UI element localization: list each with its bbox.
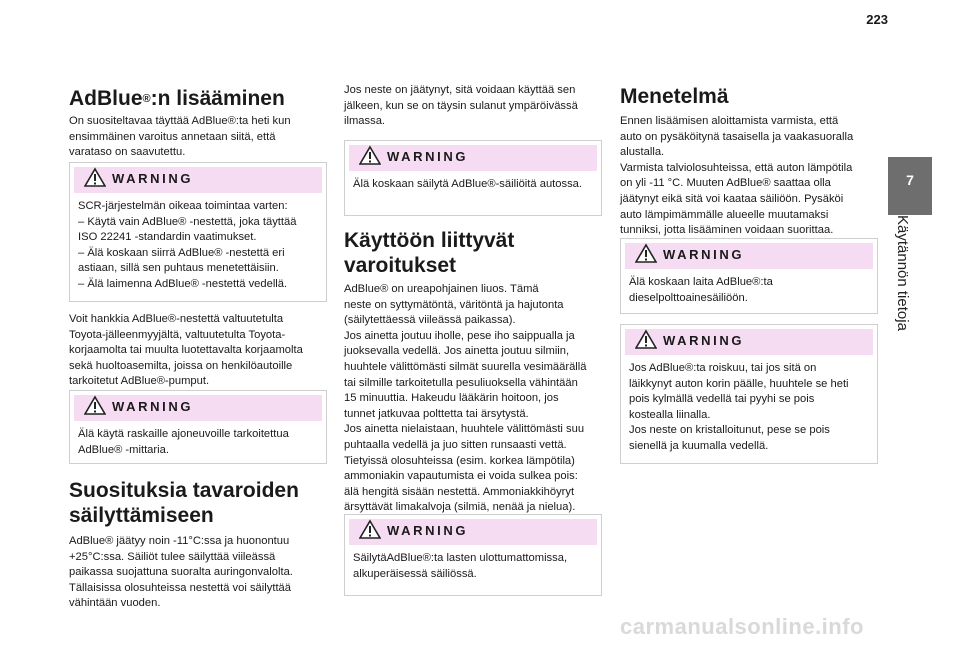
warning-triangle-icon [359,145,381,165]
warning-label: WARNING [387,523,469,538]
thaw-paragraph: Jos neste on jäätynyt, sitä voidaan käyttää sen jälkeen, kun se on täysin sulanut ympäröivässä ilmassa. [344,84,578,128]
chapter-number: 7 [906,172,914,188]
usage-paragraph: AdBlue® on ureapohjainen liuos. Tämä neste on syttymätöntä, väritöntä ja hajutonta (säilytettäessä viileässä paikassa). Jos ainetta joutuu iholle, pese iho saippualla ja juoksevalla vedellä. Jos ainetta joutuu silmiin, huuhtele välittömästi silmät suurella vesimäärällä tai silmille tarkoitetulla pesuliuoksella vähintään 15 minuuttia. Hakeudu lääkärin hoitoon, jos tunnet jatkuvaa polttetta tai ärsytystä. Jos ainetta nielaistaan, huuhtele välittömästi suu puhtaalla vedellä ja juo sitten runsaasti vettä. Tietyissä olosuhteissa (esim. korkea lämpötila) ammoniakin vapautumista ei voida sulkea pois: älä hengitä sisään nestettä. Ammoniakkihöyryt ärsyttävät limakalvoja (silmiä, nenää ja nielua). [344,283,587,514]
warning-triangle-icon [359,519,381,539]
page-number: 223 [866,12,888,27]
warning-box-spill [620,324,878,464]
warning-label: WARNING [663,333,745,348]
chapter-title-container [894,215,918,375]
warning-text: Älä koskaan säilytä AdBlue®-säiliöitä autossa. [353,178,583,190]
warning-triangle-icon [635,329,657,349]
section-title-adblue [69,86,331,111]
warning-box-scr [69,162,327,302]
warning-triangle-icon [635,243,657,263]
warning-text: Älä koskaan laita AdBlue®:ta dieselpolttoainesäiliöön. [629,276,773,304]
storage-paragraph: AdBlue® jäätyy noin -11°C:ssa ja huonontuu +25°C:ssa. Säiliöt tulee säilyttää viileässä paikassa suojattuna suoralta auringonvalolta. Tällaisissa olosuhteissa nestettä voi säilyttää vähintään vuoden. [69,535,293,610]
warning-box-storage-car [344,140,602,216]
section-title-storage: Suosituksia tavaroiden säilyttämiseen [69,479,299,527]
warning-triangle-icon [84,167,106,187]
warning-header [625,329,873,355]
warning-text: Älä käytä raskaille ajoneuvoille tarkoitettua AdBlue® -mittaria. [78,428,289,456]
usage-warnings-section [344,228,606,516]
storage-section [69,478,331,612]
section-title-method: Menetelmä [620,85,729,108]
title-rest: :n lisääminen [150,87,285,110]
watermark: carmanualsonline.info [620,614,864,639]
warning-header [349,519,597,545]
title-main: AdBlue [69,87,143,110]
warning-header [74,395,322,421]
warning-triangle-icon [84,395,106,415]
method-section [620,84,882,239]
warning-label: WARNING [112,399,194,414]
warning-box-meter [69,390,327,464]
title-sup: ® [142,93,151,105]
section-title-usage: Käyttöön liittyvät varoitukset [344,229,515,277]
warning-header [625,243,873,269]
warning-header [349,145,597,171]
warning-box-children [344,514,602,596]
warning-text: Jos AdBlue®:ta roiskuu, tai jos sitä on läikkynyt auton korin päälle, huuhtele se heti pois kylmällä vedellä tai pyyhi se pois kostealla liinalla. Jos neste on kristalloitunut, pese se pois sienellä ja kuumalla vedellä. [629,362,849,452]
warning-box-diesel [620,238,878,314]
purchase-paragraph: Voit hankkia AdBlue®-nestettä valtuutetulta Toyota-jälleenmyyjältä, valtuutetulta Toyota- korjaamolta tai muulta luotettavalta korjaamolta sekä huoltoasemilta, joissa on henkilöautoille tarkoitetut AdBlue®-pumput. [69,313,303,388]
intro-paragraph: On suositeltavaa täyttää AdBlue®:ta heti kun ensimmäinen varoitus annetaan siitä, että varataso on saavutettu. [69,115,291,159]
column-1 [69,86,331,161]
chapter-title: Käytännön tietoja [894,215,911,331]
warning-header [74,167,322,193]
warning-label: WARNING [387,149,469,164]
warning-text: SCR-järjestelmän oikeaa toimintaa varten: – Käytä vain AdBlue® -nestettä, joka täyttää ISO 22241 -standardin vaatimukset. – Älä koskaan siirrä AdBlue® -nestettä eri astiaan, sillä sen puhtaus menetettäisiin. – Älä laimenna AdBlue® -nestettä vedellä. [78,200,297,290]
method-paragraph: Ennen lisäämisen aloittamista varmista, että auto on pysäköitynä tasaisella ja vaakasuoralla alustalla. Varmista talviolosuhteissa, että auton lämpötila on yli -11 °C. Muuten AdBlue® saattaa olla jäätynyt eikä sitä voi kaataa säiliöön. Pysäköi auto lämpimämmälle alueelle muutamaksi tunniksi, jotta lisääminen voidaan suorittaa. [620,115,854,237]
warning-label: WARNING [663,247,745,262]
column-2-intro [344,83,606,130]
warning-label: WARNING [112,171,194,186]
warning-text: SäilytäAdBlue®:ta lasten ulottumattomissa, alkuperäisessä säiliössä. [353,552,568,580]
purchase-block [69,312,331,390]
